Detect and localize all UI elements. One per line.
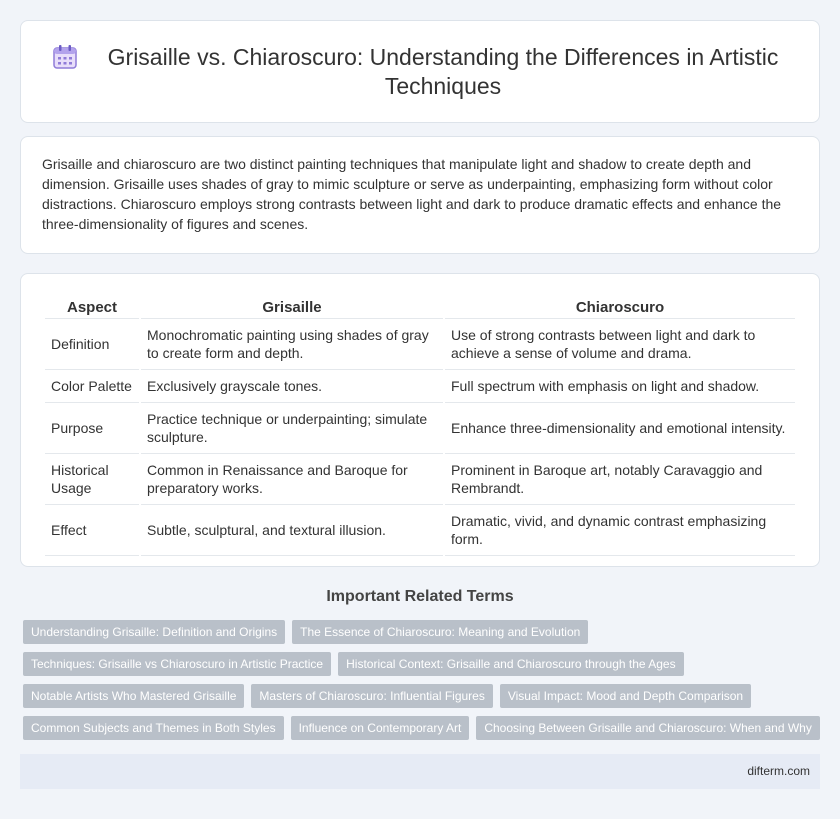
chiaroscuro-cell: Enhance three-dimensionality and emotional intensity.: [445, 403, 795, 454]
related-term-tag[interactable]: Masters of Chiaroscuro: Influential Figures: [251, 684, 492, 708]
header-grisaille: Grisaille: [141, 296, 443, 319]
page-title: Grisaille vs. Chiaroscuro: Understanding the Differences in Artistic Techniques: [107, 43, 779, 99]
header-card: [20, 20, 820, 123]
grisaille-cell: Common in Renaissance and Baroque for preparatory works.: [141, 454, 443, 505]
comparison-table: [43, 296, 797, 556]
header-aspect: Aspect: [45, 296, 139, 319]
footer-site-link[interactable]: difterm.com: [747, 764, 810, 778]
header-chiaroscuro: Chiaroscuro: [445, 296, 795, 319]
related-term-tag[interactable]: Notable Artists Who Mastered Grisaille: [23, 684, 244, 708]
intro-text: Grisaille and chiaroscuro are two distinct painting techniques that manipulate light and shadow to create depth and dimension. Grisaille uses shades of gray to mimic sculpture or serve as underpainting, emphasizing form without color distractions. Chiaroscuro employs strong contrasts between light and dark to produce dramatic effects and enhance the three-dimensionality of figures and scenes.: [42, 156, 782, 232]
table-row: [45, 505, 795, 556]
related-term-tag[interactable]: Visual Impact: Mood and Depth Comparison: [500, 684, 751, 708]
aspect-cell: Historical Usage: [45, 454, 139, 505]
chiaroscuro-cell: Use of strong contrasts between light and dark to achieve a sense of volume and drama.: [445, 319, 795, 370]
table-header-row: [45, 296, 795, 319]
related-term-tag[interactable]: The Essence of Chiaroscuro: Meaning and Evolution: [292, 620, 588, 644]
calendar-icon: [51, 43, 79, 71]
grisaille-cell: Exclusively grayscale tones.: [141, 370, 443, 403]
table-row: [45, 403, 795, 454]
aspect-cell: Effect: [45, 505, 139, 556]
related-term-tag[interactable]: Historical Context: Grisaille and Chiaroscuro through the Ages: [338, 652, 684, 676]
aspect-cell: Definition: [45, 319, 139, 370]
chiaroscuro-cell: Full spectrum with emphasis on light and shadow.: [445, 370, 795, 403]
intro-card: [20, 136, 820, 254]
table-row: [45, 319, 795, 370]
table-row: [45, 454, 795, 505]
related-terms-title: Important Related Terms: [326, 588, 514, 605]
table-row: [45, 370, 795, 403]
related-term-tag[interactable]: Common Subjects and Themes in Both Styles: [23, 716, 284, 740]
aspect-cell: Purpose: [45, 403, 139, 454]
comparison-table-card: [20, 273, 820, 567]
related-term-tag[interactable]: Choosing Between Grisaille and Chiaroscuro: When and Why: [476, 716, 820, 740]
related-term-tag[interactable]: Techniques: Grisaille vs Chiaroscuro in Artistic Practice: [23, 652, 331, 676]
aspect-cell: Color Palette: [45, 370, 139, 403]
chiaroscuro-cell: Prominent in Baroque art, notably Caravaggio and Rembrandt.: [445, 454, 795, 505]
related-terms-list: [23, 620, 823, 740]
grisaille-cell: Subtle, sculptural, and textural illusion.: [141, 505, 443, 556]
chiaroscuro-cell: Dramatic, vivid, and dynamic contrast emphasizing form.: [445, 505, 795, 556]
related-term-tag[interactable]: Influence on Contemporary Art: [291, 716, 470, 740]
grisaille-cell: Practice technique or underpainting; simulate sculpture.: [141, 403, 443, 454]
related-term-tag[interactable]: Understanding Grisaille: Definition and Origins: [23, 620, 285, 644]
footer: [20, 754, 820, 789]
grisaille-cell: Monochromatic painting using shades of gray to create form and depth.: [141, 319, 443, 370]
